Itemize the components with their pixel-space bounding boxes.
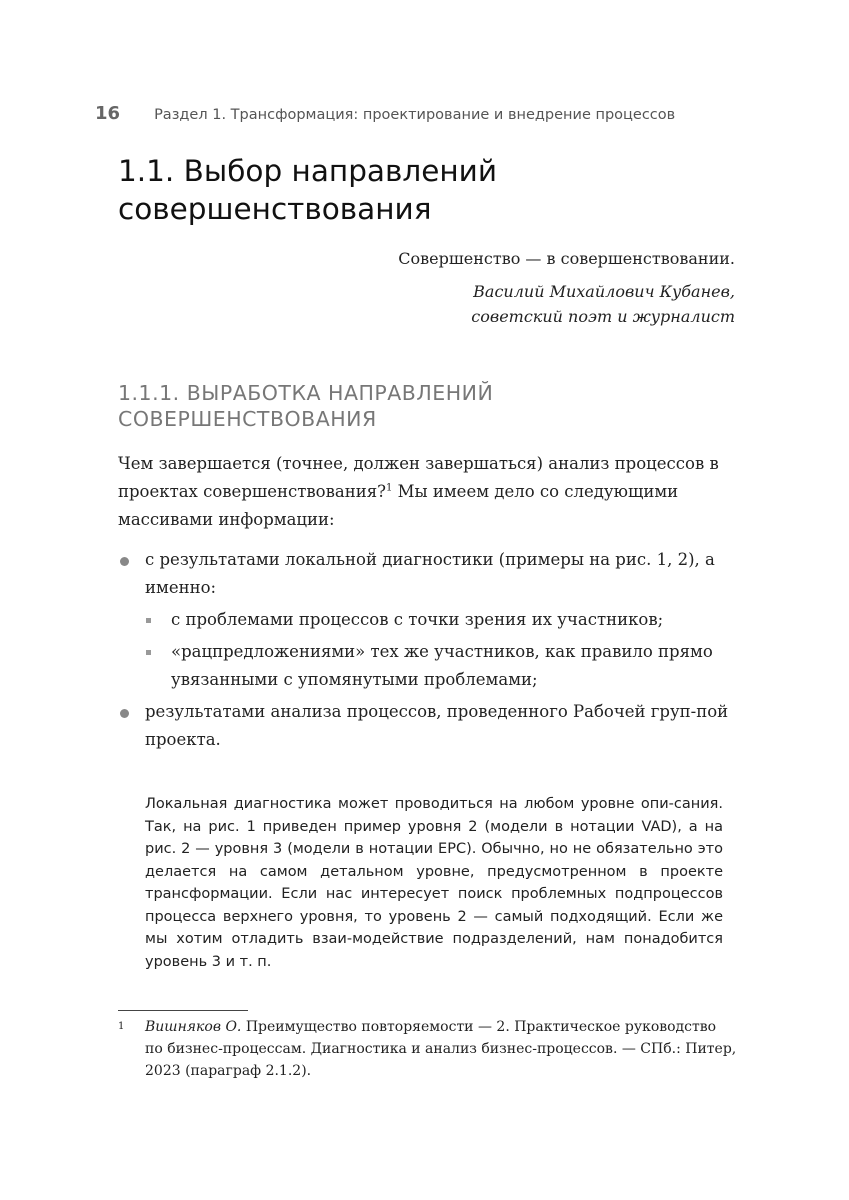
bullet-list [118, 546, 743, 754]
page-header [95, 103, 675, 124]
epigraph-author-role: советский поэт и журналист [471, 307, 735, 326]
sub-list-item [118, 638, 743, 694]
footnote-reference[interactable]: 1 [385, 482, 393, 494]
list-item-text: результатами анализа процессов, проведенного Рабочей груп-пой проекта. [145, 702, 729, 749]
footnote-body [118, 1016, 738, 1082]
bullet-icon [120, 557, 129, 566]
section-title-line: СОВЕРШЕНСТВОВАНИЯ [118, 407, 377, 431]
chapter-title [118, 152, 738, 228]
bullet-icon [120, 709, 129, 718]
sub-list-item-text: «рацпредложениями» тех же участников, как правило прямо увязанными с упомянутыми проблемами; [171, 642, 713, 689]
chapter-title-line: совершенствования [118, 192, 432, 226]
sub-list-item-text: с проблемами процессов с точки зрения их участников; [171, 610, 664, 629]
section-title [118, 380, 738, 432]
epigraph [398, 247, 735, 329]
sub-list-item [118, 606, 743, 634]
footnote-author: Вишняков О. [145, 1019, 242, 1035]
intro-text: Чем завершается (точнее, должен завершаться) анализ процессов в проектах совершенствования? [118, 454, 719, 501]
running-head: Раздел 1. Трансформация: проектирование и внедрение процессов [154, 107, 676, 123]
footnote [118, 1016, 738, 1082]
list-item [118, 698, 743, 754]
list-item [118, 546, 743, 602]
list-item-text: с результатами локальной диагностики (примеры на рис. 1, 2), а именно: [145, 550, 715, 597]
footnote-text: Преимущество повторяемости — 2. Практическое руководство по бизнес-процессам. Диагностика и анализ бизнес-процессов. — СПб.: Питер, 2023 (параграф 2.1.2). [145, 1019, 737, 1079]
note-box: Локальная диагностика может проводиться на любом уровне опи-сания. Так, на рис. 1 приведен пример уровня 2 (модели в нотации VAD), а на рис. 2 — уровня 3 (модели в нотации EPC). Обычно, но не обязательно это делается на самом детальном уровне, предусмотренном в проекте трансформации. Если нас интересует поиск проблемных подпроцессов процесса верхнего уровня, то уровень 2 — самый подходящий. Если же мы хотим отладить взаи-модействие подразделений, нам понадобится уровень 3 и т. п. [145, 796, 723, 970]
intro-paragraph [118, 450, 743, 534]
page-number: 16 [95, 103, 121, 124]
footnote-divider [118, 1010, 248, 1011]
epigraph-author-name: Василий Михайлович Кубанев, [473, 282, 735, 301]
epigraph-quote: Совершенство — в совершенствовании. [398, 249, 735, 268]
section-title-line: 1.1.1. ВЫРАБОТКА НАПРАВЛЕНИЙ [118, 381, 494, 405]
intro-text-continued: Мы имеем дело со следующими массивами информации: [118, 482, 679, 529]
square-bullet-icon [146, 650, 151, 655]
chapter-title-line: 1.1. Выбор направлений [118, 154, 498, 188]
epigraph-author [398, 279, 735, 329]
square-bullet-icon [146, 618, 151, 623]
footnote-mark: 1 [118, 1021, 125, 1032]
